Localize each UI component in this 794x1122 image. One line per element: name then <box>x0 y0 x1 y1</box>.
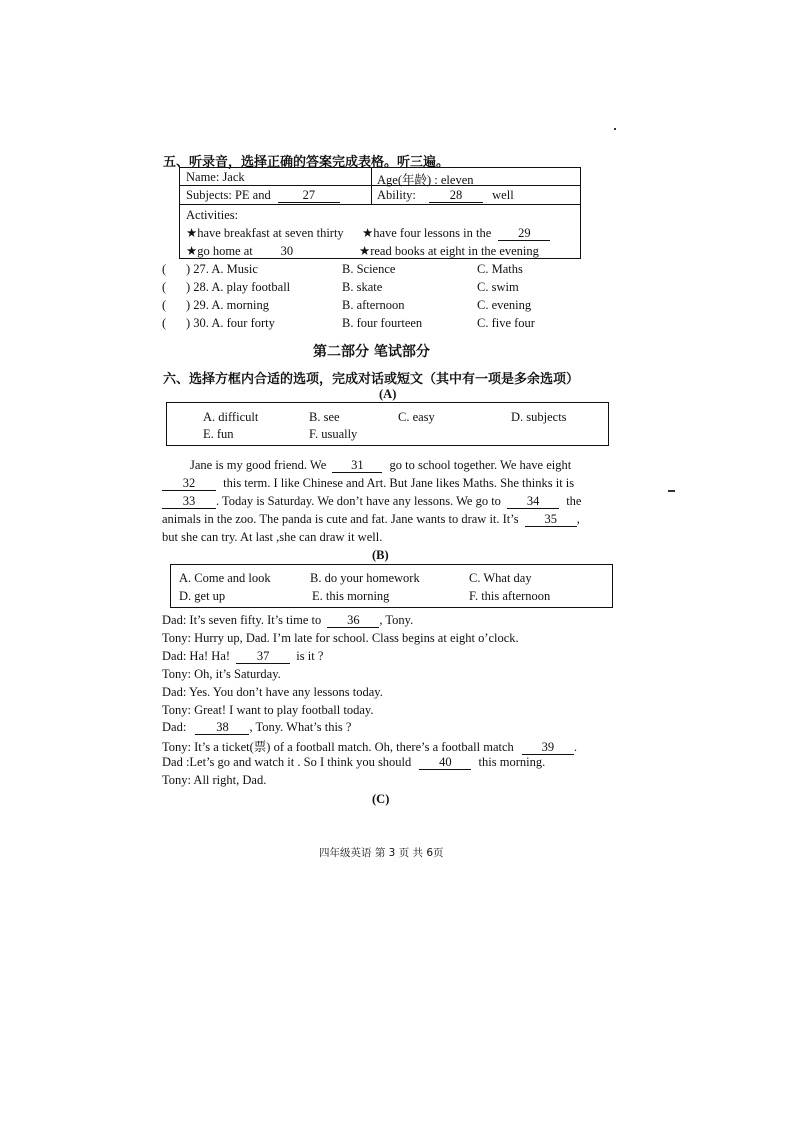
option-a-a: A. difficult <box>203 410 259 424</box>
dialogue-text: Dad :Let’s go and watch it . So I think you should <box>162 755 412 769</box>
passage-text: the <box>566 494 582 508</box>
dialogue-text: Dad: It’s seven fifty. It’s time to <box>162 613 322 627</box>
option-a-b: B. see <box>309 410 340 424</box>
question-stem: ) 29. A. morning <box>186 298 269 312</box>
scan-dash <box>668 490 675 492</box>
question-30 <box>162 316 275 331</box>
blank-34: 34 <box>507 495 559 509</box>
answer-paren: ( <box>162 262 167 276</box>
table-divider-row2 <box>179 204 580 205</box>
part-c-label: (C) <box>372 792 390 806</box>
dialogue-line-2: Tony: Hurry up, Dad. I’m late for school. Class begins at eight o’clock. <box>162 631 519 645</box>
blank-29: 29 <box>498 227 550 241</box>
passage-line-2 <box>162 476 574 491</box>
option-30c: C. five four <box>477 316 535 330</box>
dialogue-line-4: Tony: Oh, it’s Saturday. <box>162 667 281 681</box>
option-b-f: F. this afternoon <box>469 589 551 603</box>
passage-text: Jane is my good friend. We <box>190 458 327 472</box>
option-30b: B. four fourteen <box>342 316 423 330</box>
question-stem: ) 28. A. play football <box>186 280 291 294</box>
option-b-b: B. do your homework <box>310 571 420 585</box>
option-b-c: C. What day <box>469 571 532 585</box>
table-subjects <box>186 188 340 203</box>
table-divider-vertical <box>371 167 372 205</box>
dialogue-line-3 <box>162 649 323 664</box>
blank-31: 31 <box>332 459 382 473</box>
option-a-c: C. easy <box>398 410 435 424</box>
activity-3-text: ★go home at <box>186 244 253 258</box>
blank-28: 28 <box>429 189 483 203</box>
part-b-label: (B) <box>372 548 389 562</box>
dialogue-text: Tony: It’s a ticket(票) of a football match. Oh, there’s a football match <box>162 740 514 754</box>
question-stem: ) 27. A. Music <box>186 262 258 276</box>
blank-40: 40 <box>419 756 471 770</box>
passage-line-1 <box>190 458 571 473</box>
option-b-a: A. Come and look <box>179 571 271 585</box>
passage-text: go to school together. We have eight <box>389 458 572 472</box>
passage-text: , <box>576 512 580 526</box>
option-b-e: E. this morning <box>312 589 390 603</box>
activity-2 <box>362 225 550 241</box>
section6-title: 六、选择方框内合适的选项，完成对话或短文（其中有一项是多余选项） <box>163 372 580 387</box>
option-a-d: D. subjects <box>511 410 567 424</box>
dialogue-text: Dad: Ha! Ha! <box>162 649 231 663</box>
page-footer: 四年级英语 第 3 页 共 6页 <box>319 847 444 859</box>
answer-paren: ( <box>162 298 167 312</box>
option-29b: B. afternoon <box>342 298 405 312</box>
blank-35: 35 <box>525 513 577 527</box>
option-a-e: E. fun <box>203 427 234 441</box>
dialogue-line-9 <box>162 755 545 770</box>
answer-paren: ( <box>162 316 167 330</box>
section5-title: 五、听录音，选择正确的答案完成表格。听三遍。 <box>163 155 450 170</box>
activities-label: Activities: <box>186 208 239 222</box>
question-28 <box>162 280 290 295</box>
dialogue-line-5: Dad: Yes. You don’t have any lessons today. <box>162 685 383 699</box>
dialogue-line-1 <box>162 613 413 628</box>
question-stem: ) 30. A. four forty <box>186 316 275 330</box>
option-28c: C. swim <box>477 280 519 294</box>
dialogue-line-7 <box>162 720 351 735</box>
activity-3 <box>186 243 314 259</box>
table-name: Name: Jack <box>186 170 245 184</box>
question-29 <box>162 298 269 313</box>
option-29c: C. evening <box>477 298 532 312</box>
table-age: Age(年龄) : eleven <box>377 173 474 187</box>
ability-suffix: well <box>492 188 514 202</box>
part-a-label: (A) <box>379 387 397 401</box>
activity-1: ★have breakfast at seven thirty <box>186 226 344 240</box>
answer-paren: ( <box>162 280 167 294</box>
dialogue-text: , Tony. <box>379 613 414 627</box>
blank-33: 33 <box>162 495 216 509</box>
dialogue-text: . <box>573 740 578 754</box>
option-27b: B. Science <box>342 262 396 276</box>
blank-32: 32 <box>162 477 216 491</box>
passage-line-5: but she can try. At last ,she can draw it well. <box>162 530 383 544</box>
passage-text: . Today is Saturday. We don’t have any lessons. We go to <box>216 494 501 508</box>
blank-37: 37 <box>236 650 290 664</box>
passage-text: this term. I like Chinese and Art. But Jane likes Maths. She thinks it is <box>223 476 575 490</box>
part2-title: 第二部分 笔试部分 <box>313 344 430 360</box>
blank-27: 27 <box>278 189 340 203</box>
option-a-f: F. usually <box>309 427 358 441</box>
passage-line-3 <box>162 494 581 509</box>
blank-39: 39 <box>522 741 574 755</box>
dialogue-text: is it ? <box>296 649 324 663</box>
activity-4: ★read books at eight in the evening <box>359 244 539 258</box>
option-b-d: D. get up <box>179 589 226 603</box>
dialogue-text: , Tony. What’s this ? <box>249 720 352 734</box>
passage-text: animals in the zoo. The panda is cute and fat. Jane wants to draw it. It’s <box>162 512 519 526</box>
option-28b: B. skate <box>342 280 383 294</box>
dialogue-line-6: Tony: Great! I want to play football today. <box>162 703 374 717</box>
dialogue-line-10: Tony: All right, Dad. <box>162 773 267 787</box>
table-ability <box>377 188 514 203</box>
question-27 <box>162 262 258 277</box>
subjects-prefix: Subjects: PE and <box>186 188 271 202</box>
dialogue-line-8 <box>162 737 577 755</box>
scan-mark <box>614 128 616 130</box>
ability-prefix: Ability: <box>377 188 416 202</box>
blank-36: 36 <box>327 614 379 628</box>
dialogue-text: this morning. <box>478 755 546 769</box>
blank-38: 38 <box>195 721 249 735</box>
activity-2-text: ★have four lessons in the <box>362 226 492 240</box>
passage-line-4 <box>162 512 580 527</box>
blank-30: 30 <box>260 245 314 259</box>
option-27c: C. Maths <box>477 262 523 276</box>
dialogue-text: Dad: <box>162 720 187 734</box>
